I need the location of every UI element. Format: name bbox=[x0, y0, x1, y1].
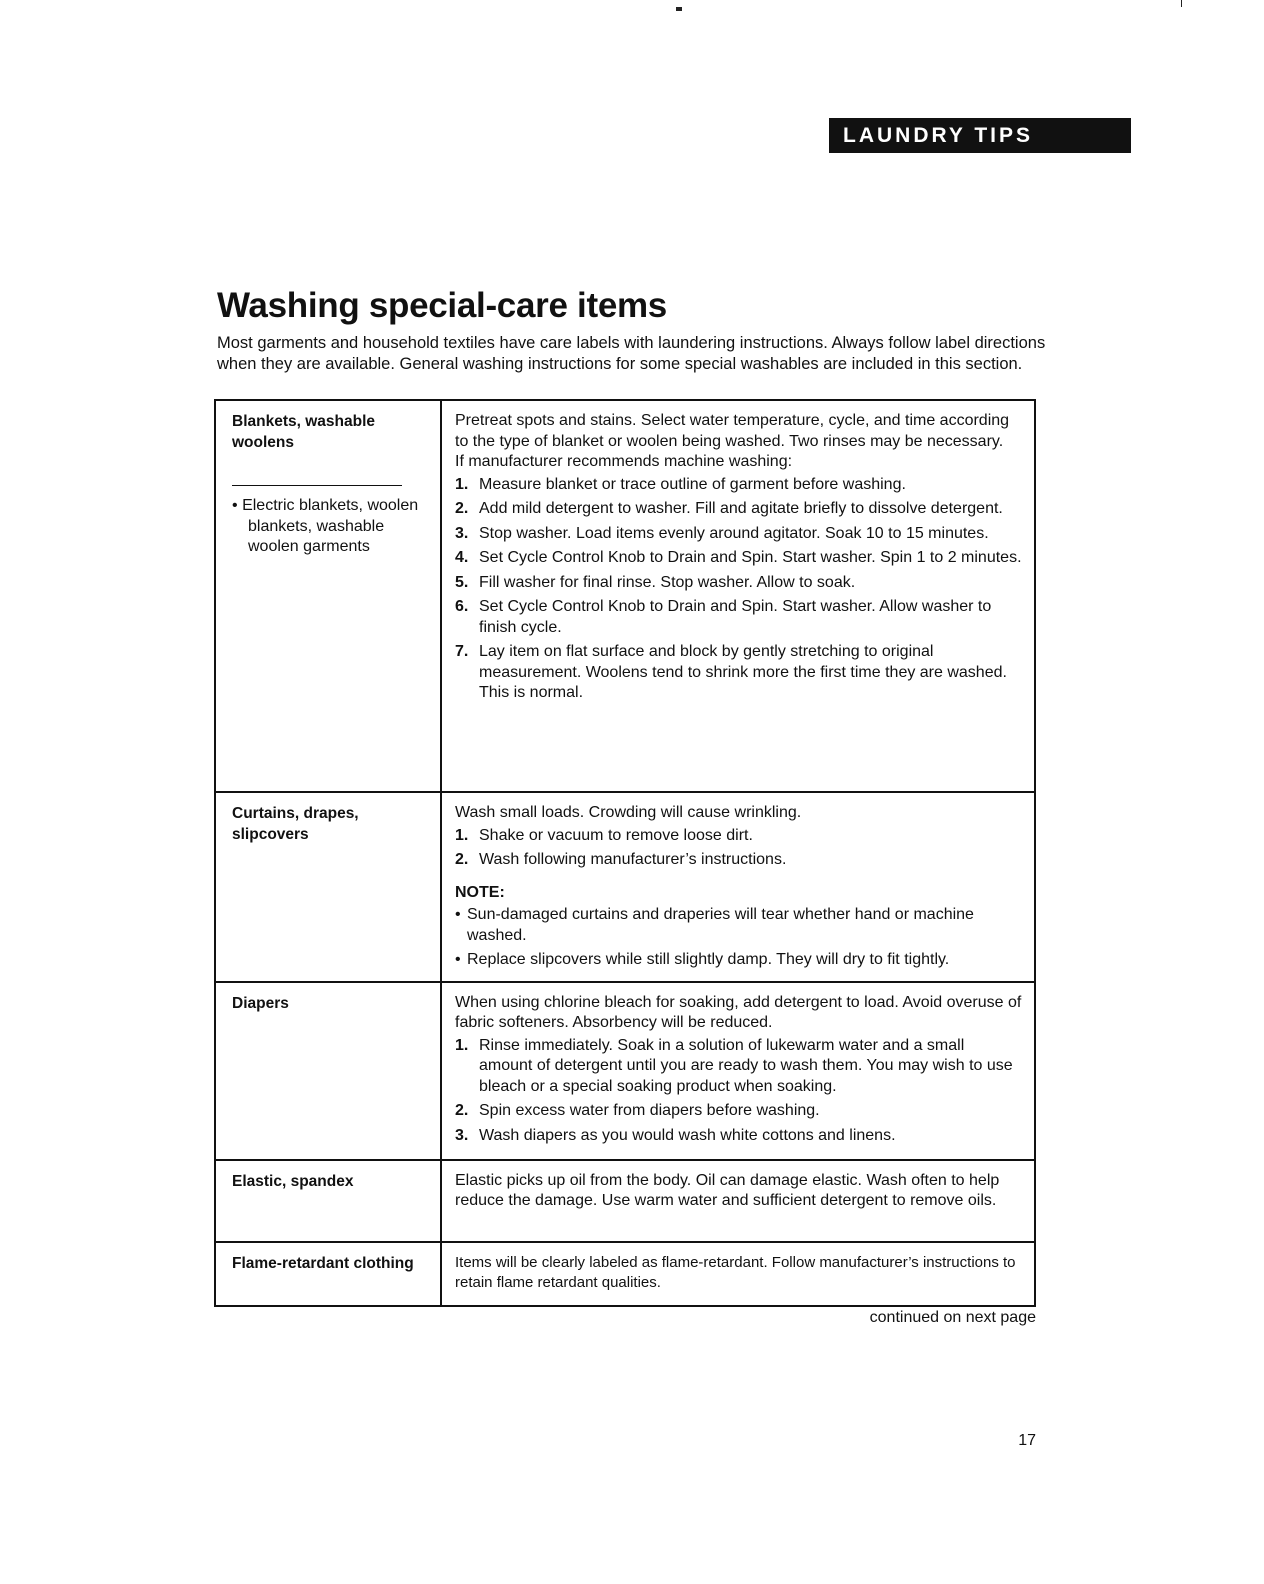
list-item bbox=[455, 950, 1022, 971]
sub-item bbox=[232, 496, 432, 558]
page-title: Washing special-care items bbox=[217, 286, 667, 325]
steps-list bbox=[455, 1036, 1022, 1147]
step-text: Set Cycle Control Knob to Drain and Spin. Start washer. Spin 1 to 2 minutes. bbox=[479, 549, 1022, 566]
list-item bbox=[455, 548, 1022, 569]
step-number: 3. bbox=[455, 524, 469, 542]
item-name: Diapers bbox=[232, 994, 289, 1012]
list-item bbox=[455, 475, 1022, 496]
care-table bbox=[214, 399, 1036, 1307]
scan-mark bbox=[1181, 0, 1182, 7]
instructions-cell bbox=[441, 400, 1035, 792]
item-name: Flame-retardant clothing bbox=[232, 1254, 414, 1272]
item-cell bbox=[215, 982, 441, 1160]
item-cell bbox=[215, 1242, 441, 1306]
page-number: 17 bbox=[1018, 1432, 1036, 1449]
step-text: Lay item on flat surface and block by gently stretching to original measurement. Woolens tend to shrink more the first time they are washed. This is normal. bbox=[479, 643, 1007, 701]
instruction-paragraph: Wash small loads. Crowding will cause wrinkling. bbox=[455, 804, 802, 821]
note-text: Sun-damaged curtains and draperies will tear whether hand or machine washed. bbox=[467, 906, 974, 944]
bullet-icon: • bbox=[455, 906, 461, 923]
item-cell bbox=[215, 792, 441, 982]
list-item bbox=[455, 905, 1022, 946]
step-text: Stop washer. Load items evenly around agitator. Soak 10 to 15 minutes. bbox=[479, 524, 989, 542]
list-item bbox=[455, 524, 1022, 545]
step-number: 1. bbox=[455, 826, 469, 844]
step-text: Wash following manufacturer’s instructions. bbox=[479, 851, 787, 868]
list-item bbox=[455, 1126, 1022, 1147]
intro-paragraph: Most garments and household textiles have care labels with laundering instructions. Always follow label directions when they are available. General washing instructions for some special washables are included in this section. bbox=[217, 334, 1046, 373]
table-row bbox=[215, 792, 1035, 982]
table-row bbox=[215, 982, 1035, 1160]
steps-list bbox=[455, 826, 1022, 871]
step-text: Measure blanket or trace outline of garment before washing. bbox=[479, 475, 906, 493]
item-name: Curtains, drapes, slipcovers bbox=[232, 805, 359, 843]
item-name: Blankets, washable woolens bbox=[232, 413, 376, 451]
bullet-icon: • bbox=[232, 497, 238, 514]
list-item bbox=[455, 573, 1022, 594]
bullet-icon: • bbox=[455, 951, 461, 968]
list-item bbox=[455, 642, 1022, 704]
table-row bbox=[215, 1242, 1035, 1306]
list-item bbox=[455, 1036, 1022, 1098]
item-name: Elastic, spandex bbox=[232, 1172, 354, 1190]
step-number: 7. bbox=[455, 643, 469, 660]
step-text: Rinse immediately. Soak in a solution of lukewarm water and a small amount of detergent until you are ready to wash them. You may wish to use bleach or a special soaking product when soaking. bbox=[479, 1036, 1013, 1095]
note-heading: NOTE: bbox=[455, 883, 505, 901]
list-item bbox=[455, 850, 1022, 871]
section-tab: LAUNDRY TIPS bbox=[829, 118, 1131, 153]
table-row bbox=[215, 1160, 1035, 1242]
item-cell bbox=[215, 400, 441, 792]
instruction-paragraph: Pretreat spots and stains. Select water temperature, cycle, and time according to the type of blanket or woolen being washed. Two rinses may be necessary. bbox=[455, 412, 1010, 450]
continued-note: continued on next page bbox=[869, 1309, 1036, 1326]
instructions-cell bbox=[441, 1242, 1035, 1306]
step-text: Set Cycle Control Knob to Drain and Spin. Start washer. Allow washer to finish cycle. bbox=[479, 598, 992, 636]
list-item bbox=[455, 499, 1022, 520]
instruction-paragraph: Elastic picks up oil from the body. Oil can damage elastic. Wash often to help reduce the damage. Use warm water and sufficient detergent to remove oils. bbox=[455, 1171, 1000, 1209]
item-cell bbox=[215, 1160, 441, 1242]
step-text: Wash diapers as you would wash white cottons and linens. bbox=[479, 1126, 896, 1144]
instructions-cell bbox=[441, 982, 1035, 1160]
list-item bbox=[455, 1101, 1022, 1122]
step-number: 4. bbox=[455, 549, 469, 566]
list-item bbox=[455, 826, 1022, 847]
step-number: 2. bbox=[455, 851, 469, 868]
instruction-paragraph: If manufacturer recommends machine washing: bbox=[455, 453, 793, 470]
list-item bbox=[455, 597, 1022, 638]
instructions-cell bbox=[441, 1160, 1035, 1242]
instructions-cell bbox=[441, 792, 1035, 982]
step-number: 5. bbox=[455, 573, 469, 591]
step-number: 6. bbox=[455, 598, 469, 615]
step-text: Fill washer for final rinse. Stop washer. Allow to soak. bbox=[479, 573, 856, 591]
step-text: Spin excess water from diapers before washing. bbox=[479, 1102, 820, 1119]
instruction-paragraph: When using chlorine bleach for soaking, add detergent to load. Avoid overuse of fabric softeners. Absorbency will be reduced. bbox=[455, 993, 1022, 1031]
note-text: Replace slipcovers while still slightly damp. They will dry to fit tightly. bbox=[467, 951, 950, 968]
step-number: 1. bbox=[455, 1036, 469, 1054]
steps-list bbox=[455, 475, 1022, 704]
step-text: Shake or vacuum to remove loose dirt. bbox=[479, 826, 753, 844]
step-number: 2. bbox=[455, 1102, 469, 1119]
instruction-paragraph: Items will be clearly labeled as flame-retardant. Follow manufacturer’s instructions to retain flame retardant qualities. bbox=[455, 1253, 1016, 1291]
table-row bbox=[215, 400, 1035, 792]
step-number: 1. bbox=[455, 475, 469, 493]
step-number: 3. bbox=[455, 1126, 469, 1144]
step-number: 2. bbox=[455, 500, 469, 517]
scan-mark bbox=[676, 7, 682, 11]
step-text: Add mild detergent to washer. Fill and agitate briefly to dissolve detergent. bbox=[479, 500, 1003, 517]
notes-list bbox=[455, 905, 1022, 971]
sub-item-text: Electric blankets, woolen blankets, washable woolen garments bbox=[242, 497, 419, 555]
divider bbox=[232, 485, 402, 486]
